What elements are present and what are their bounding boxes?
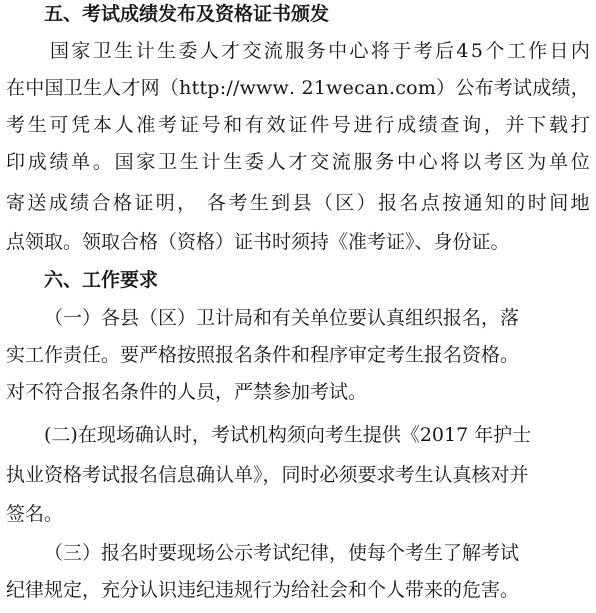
paragraph-line: 寄 送 成 绩 合 格 证 明 ， 各 考 生 到 县 （ 区 ） 报 名 点 按 通 知 的 时 间 地: [6, 192, 590, 214]
list-item-line: （一）各县（区）卫计局和有关单位要认真组织报名，落: [44, 307, 520, 329]
list-item-line: 实工作责任。要严格按照报名条件和程序审定考生报名资格。: [6, 344, 520, 366]
paragraph-line: 考 生 可 凭 本 人 准 考 证 号 和 有 效 证 件 号 进 行 成 绩 查 询 ， 并 下 载 打: [6, 114, 590, 136]
paragraph-line: 点领取。领取合格（资格）证书时须持《准考证》、身份证。: [6, 231, 510, 253]
list-item-line: (二)在现场确认时，考试机构须向考生提供《2017 年护士: [44, 424, 532, 446]
list-item-line: 纪律规定，充分认识违纪违规行为给社会和个人带来的危害。: [6, 579, 520, 601]
paragraph-line: 印 成 绩 单 。 国 家 卫 生 计 生 委 人 才 交 流 服 务 中 心 将 以 考 区 为 单 位: [6, 151, 590, 173]
paragraph-line: 国 家 卫 生 计 生 委 人 才 交 流 服 务 中 心 将 于 考 后 4 5 个 工 作 日 内: [50, 40, 590, 62]
list-item-line: （三）报名时要现场公示考试纪律，使每个考生了解考试: [44, 542, 520, 564]
list-item-line: 签名。: [6, 503, 64, 525]
list-item-line: 对不符合报名条件的人员，严禁参加考试。: [6, 381, 368, 403]
list-item-line: 执业资格考试报名信息确认单》，同时必须要求考生认真核对并: [6, 464, 529, 486]
paragraph-line: 在 中 国 卫 生 人 才 网 （ h t t p : / / w w w . 2 1 w e c a n . c o m ） 公 布 考 试 成 绩 ，: [6, 77, 590, 99]
section-heading-5: 五、考试成绩发布及资格证书颁发: [44, 3, 330, 25]
section-heading-6: 六、工作要求: [44, 269, 159, 291]
